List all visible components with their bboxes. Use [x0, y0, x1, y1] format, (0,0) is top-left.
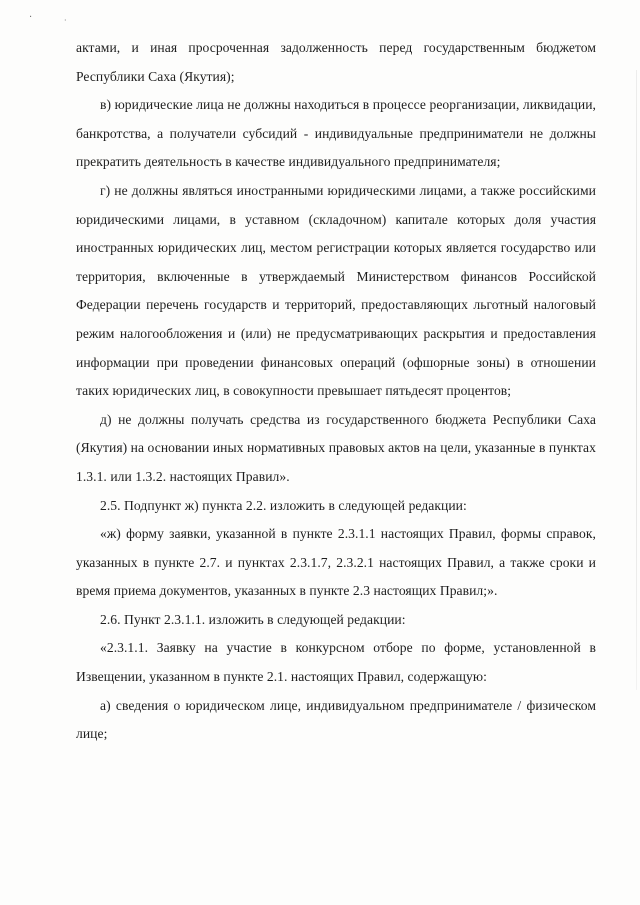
paragraph-item-a: а) сведения о юридическом лице, индивидуальном предпринимателе / физическом лице;: [76, 697, 596, 742]
scan-speck: ·: [64, 16, 67, 25]
paragraph-2-3-1-1: «2.3.1.1. Заявку на участие в конкурсном отборе по форме, установленной в Извещении, указанном в пункте 2.1. настоящих Правил, содержащую:: [76, 640, 596, 685]
paragraph-item-zh: «ж) форму заявки, указанной в пункте 2.3.1.1 настоящих Правил, формы справок, указанных в пункте 2.7. и пунктах 2.3.1.7, 2.3.2.1 настоящих Правил, а также сроки и время приема документов, указанных в пункте 2.3 настоящих Правил;».: [76, 526, 596, 599]
paragraph-item-v: в) юридические лица не должны находиться в процессе реорганизации, ликвидации, банкротства, а получатели субсидий - индивидуальные предприниматели не должны прекратить деятельность в качестве индивидуального предпринимателя;: [76, 97, 596, 170]
paragraph-item-g: г) не должны являться иностранными юридическими лицами, а также российскими юридическими лицами, в уставном (складочном) капитале которых доля участия иностранных юридических лиц, местом регистрации которых является государство или территория, включенные в утверждаемый Министерством финансов Российской Федерации перечень государств и территорий, предоставляющих льготный налоговый режим налогообложения и (или) не предусматривающих раскрытия и предоставления информации при проведении финансовых операций (офшорные зоны) в отношении таких юридических лиц, в совокупности превышает пятьдесят процентов;: [76, 182, 596, 399]
paragraph-2-5: 2.5. Подпункт ж) пункта 2.2. изложить в следующей редакции:: [100, 497, 467, 513]
paragraph-item-d: д) не должны получать средства из государственного бюджета Республики Саха (Якутия) на основании иных нормативных правовых актов на цели, указанные в пунктах 1.3.1. или 1.3.2. настоящих Правил».: [76, 411, 596, 484]
paragraph-continuation: актами, и иная просроченная задолженность перед государственным бюджетом Республики Саха (Якутия);: [76, 40, 596, 84]
paragraph-2-6: 2.6. Пункт 2.3.1.1. изложить в следующей редакции:: [100, 611, 406, 627]
scan-speck: ·: [29, 12, 33, 23]
scan-edge-shadow: [636, 70, 637, 690]
document-body: [76, 34, 596, 749]
